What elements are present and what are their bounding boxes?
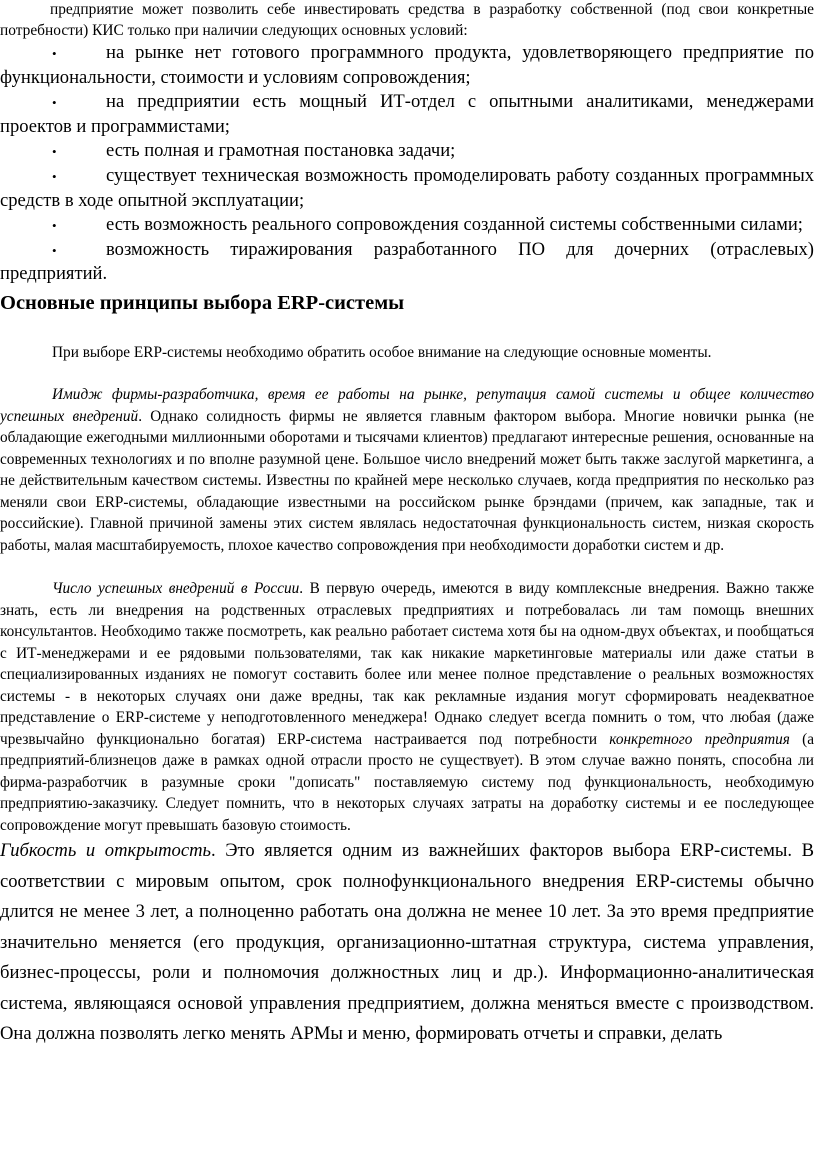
list-item	[0, 90, 814, 139]
paragraph-text: . Это является одним из важнейших факторов выбора ERP-системы. В соответствии с мировым опытом, срок полнофункционального внедрения ERP-системы обычно длится не менее 3 лет, а полноценно работать она должна не менее 10 лет. За это время предприятие значительно меняется (его продукция, организационно-штатная структура, система управления, бизнес-процессы, роли и полномочия должностных лиц и др.). Информационно-аналитическая система, являющаяся основой управления предприятием, должна меняться вместе с производством. Она должна позволять легко менять АРМы и меню, формировать отчеты и справки, делать	[0, 840, 814, 1045]
paragraph-developer-image	[0, 384, 814, 556]
paragraph-text: . Однако солидность фирмы не является главным фактором выбора. Многие новички рынка (не обладающие ежегодными миллионными оборотами и тысячами клиентов) предлагают интересные решения, основанные на современных технологиях и по вполне разумной цене. Большое число внедрений может быть также заслугой маркетинга, а не действительным качеством системы. Известны по крайней мере несколько случаев, когда предприятия по несколько раз меняли свои ERP-системы, обладающие известными на российском рынке брэндами (причем, как западные, так и российские). Главной причиной замены этих систем являлась недостаточная функциональность систем, низкая скорость работы, малая масштабируемость, плохое качество сопровождения при необходимости доработки систем и др.	[0, 407, 815, 554]
paragraph-selection-intro: При выборе ERP-системы необходимо обратить особое внимание на следующие основные моменты.	[52, 343, 712, 361]
paragraph-flexibility	[0, 836, 814, 1050]
section-heading: Основные принципы выбора ERP-системы	[0, 291, 405, 314]
list-item	[0, 41, 814, 90]
paragraph-inline-italic: конкретного предприятия	[609, 730, 790, 748]
paragraph-text: . В первую очередь, имеются в виду комплексные внедрения. Важно также знать, есть ли внедрения на родственных отраслевых предприятиях и потребовалась ли там помощь внешних консультантов. Необходимо также посмотреть, как реально работает система хотя бы на одном-двух объектах, и пообщаться с ИТ-менеджерами и ее рядовыми пользователями, так как никакие маркетинговые материалы или даже статьи в специализированных изданиях не помогут составить более или менее полное представление о реальных возможностях системы - в некоторых случаях они даже вредны, так как рекламные издания могут сформировать неадекватное представление о ERP-системе у неподготовленного менеджера! Однако следует всегда помнить о том, что любая (даже чрезвычайно функционально богатая) ERP-система настраивается под потребности	[0, 580, 814, 748]
list-item-text: есть полная и грамотная постановка задачи;	[106, 140, 456, 162]
list-item	[0, 238, 814, 287]
list-item-text: возможность тиражирования разработанного ПО для дочерних (отраслевых) предприятий.	[0, 238, 814, 285]
list-item-text: существует техническая возможность промоделировать работу созданных программных средств в ходе опытной эксплуатации;	[0, 164, 814, 211]
list-item-text: есть возможность реального сопровождения созданной системы собственными силами;	[106, 214, 803, 236]
paragraph-lead-italic: Гибкость и открытость	[0, 840, 211, 862]
paragraph-text: (а предприятий-близнецов даже в рамках одной отрасли просто не существует). В этом случае важно понять, способна ли фирма-разработчик в разумные сроки "дописать" поставляемую систему под функциональность, необходимую предприятию-заказчику. Следует помнить, что в некоторых случаях затраты на доработку системы и ее последующее сопровождение могут превышать базовую стоимость.	[0, 730, 814, 834]
list-item	[0, 213, 814, 238]
paragraph-lead-italic: Число успешных внедрений в России	[52, 580, 300, 598]
list-item	[0, 139, 814, 164]
paragraph-russian-implementations	[0, 578, 814, 836]
list-item-text: на рынке нет готового программного продукта, удовлетворяющего предприятие по функциональности, стоимости и условиям сопровождения;	[0, 42, 814, 88]
list-item-text: на предприятии есть мощный ИТ-отдел с опытными аналитиками, менеджерами проектов и программистами;	[0, 91, 814, 137]
paragraph-lead-italic: Имидж фирмы-разработчика, время ее работы на рынке, репутация самой системы и общее количество успешных внедрений	[0, 386, 814, 425]
intro-paragraph: предприятие может позволить себе инвестировать средства в разработку собственной (под свои конкретные потребности) КИС только при наличии следующих основных условий:	[0, 1, 814, 39]
conditions-list	[0, 41, 814, 287]
list-item	[0, 164, 814, 213]
